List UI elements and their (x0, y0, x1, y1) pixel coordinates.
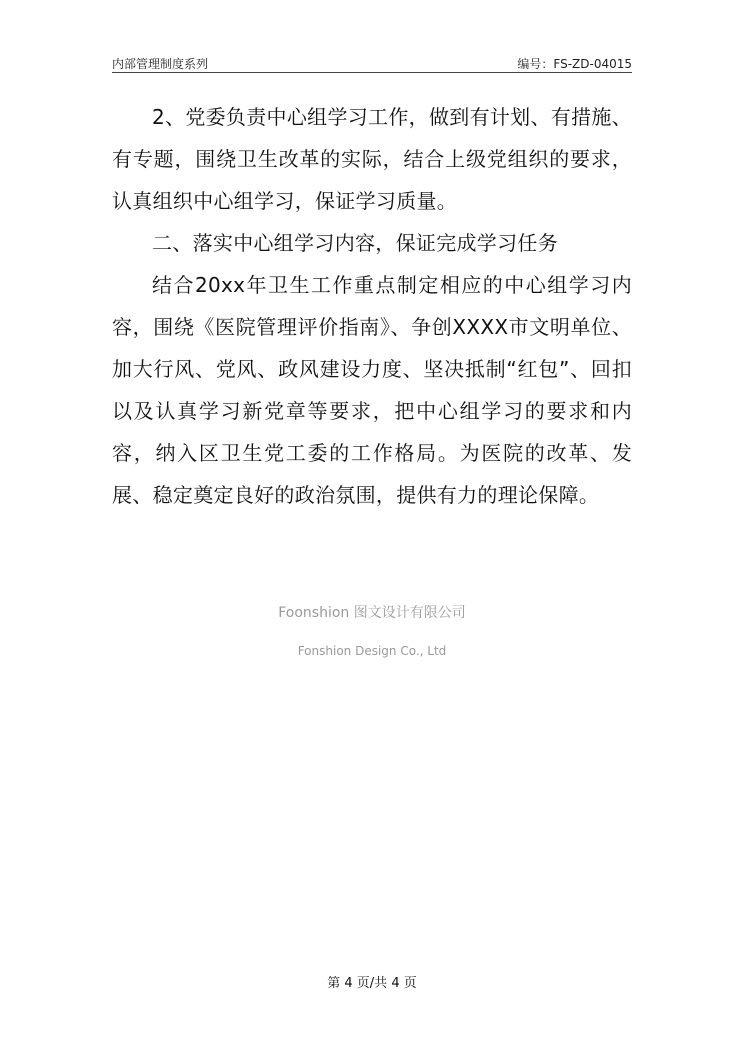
document-body (112, 96, 632, 516)
section-heading-2: 二、落实中心组学习内容，保证完成学习任务 (152, 231, 558, 255)
company-name-cn: Foonshion 图文设计有限公司 (278, 605, 466, 621)
page-header (112, 52, 632, 73)
paragraph-study-content: 结合20xx年卫生工作重点制定相应的中心组学习内容，围绕《医院管理评价指南》、争创XXXX市文明单位、加大行风、党风、政风建设力度、坚决抵制“红包”、回扣以及认真学习新党章等要求，把中心组学习的要求和内容，纳入区卫生党工委的工作格局。为医院的改革、发展、稳定奠定良好的政治氛围，提供有力的理论保障。 (112, 273, 632, 507)
document-number: 编号：FS-ZD-04015 (517, 57, 632, 71)
company-name-en: Fonshion Design Co., Ltd (297, 644, 447, 658)
paragraph-item-2: 2、党委负责中心组学习工作，做到有计划、有措施、有专题，围绕卫生改革的实际，结合上级党组织的要求，认真组织中心组学习，保证学习质量。 (112, 105, 632, 213)
page-number: 第 4 页/共 4 页 (327, 976, 417, 991)
series-title: 内部管理制度系列 (112, 57, 209, 71)
